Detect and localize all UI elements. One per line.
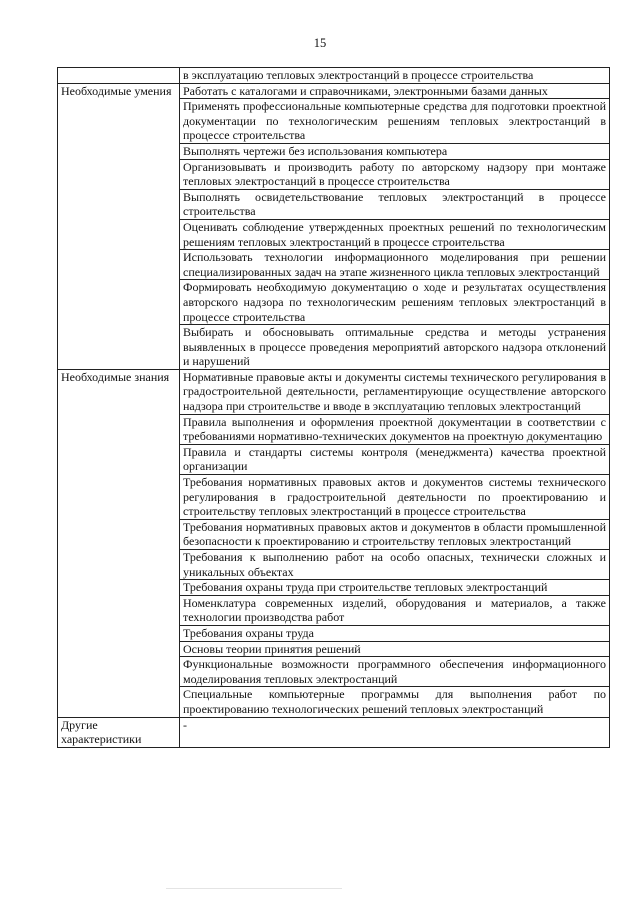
table-cell: Выполнять чертежи без использования компьютера	[180, 143, 610, 159]
table-cell: Оценивать соблюдение утвержденных проектных решений по технологическим решениям тепловых электростанций в процессе строительства	[180, 219, 610, 249]
section-label-continued	[58, 68, 180, 84]
table-row	[58, 717, 610, 747]
table-cell: Требования нормативных правовых актов и документов в области промышленной безопасности к проектированию и строительству тепловых электростанций	[180, 519, 610, 549]
table-cell: Формировать необходимую документацию о ходе и результатах осуществления авторского надзора по технологическим решениям тепловых электростанций в процессе строительства	[180, 280, 610, 325]
table-cell: Функциональные возможности программного обеспечения информационного моделирования тепловых электростанций	[180, 657, 610, 687]
table-cell: Требования охраны труда	[180, 625, 610, 641]
table-cell: Выполнять освидетельствование тепловых электростанций в процессе строительства	[180, 189, 610, 219]
table-cell: Выбирать и обосновывать оптимальные средства и методы устранения выявленных в процессе проведения мероприятий авторского надзора отклонений и нарушений	[180, 325, 610, 370]
requirements-table	[57, 67, 610, 748]
table-row	[58, 68, 610, 84]
table-cell: Основы теории принятия решений	[180, 641, 610, 657]
table-cell: Требования охраны труда при строительстве тепловых электростанций	[180, 580, 610, 596]
table-cell: Организовывать и производить работу по авторскому надзору при монтаже тепловых электростанций в процессе строительства	[180, 159, 610, 189]
table-cell: Работать с каталогами и справочниками, электронными базами данных	[180, 83, 610, 99]
table-row	[58, 83, 610, 99]
table-cell: в эксплуатацию тепловых электростанций в процессе строительства	[180, 68, 610, 84]
table-cell: Применять профессиональные компьютерные средства для подготовки проектной документации по технологическим решениям тепловых электростанций в процессе строительства	[180, 99, 610, 144]
table-cell: Использовать технологии информационного моделирования при решении специализированных задач на этапе жизненного цикла тепловых электростанций	[180, 250, 610, 280]
table-cell: Номенклатура современных изделий, оборудования и материалов, а также технологии производства работ	[180, 595, 610, 625]
table-cell: Нормативные правовые акты и документы системы технического регулирования в градостроительной деятельности, регламентирующие осуществление авторского надзора при строительстве и вводе в эксплуатацию тепловых электростанций	[180, 369, 610, 414]
table-cell: Специальные компьютерные программы для выполнения работ по проектированию технологических решений тепловых электростанций	[180, 687, 610, 717]
section-label-knowledge: Необходимые знания	[58, 369, 180, 717]
scan-artifact-line	[166, 888, 342, 889]
table-row	[58, 369, 610, 414]
table-cell: Правила и стандарты системы контроля (менеджмента) качества проектной организации	[180, 444, 610, 474]
table-cell: Правила выполнения и оформления проектной документации в соответствии с требованиями нормативно-технических документов на проектную документацию	[180, 414, 610, 444]
section-label-other: Другие характеристики	[58, 717, 180, 747]
table-cell: Требования нормативных правовых актов и документов системы технического регулирования в градостроительной деятельности по проектированию и строительству тепловых электростанций в процессе строительства	[180, 475, 610, 520]
section-label-skills: Необходимые умения	[58, 83, 180, 369]
page-number: 15	[313, 36, 327, 50]
table-cell: -	[180, 717, 610, 747]
table-cell: Требования к выполнению работ на особо опасных, технически сложных и уникальных объектах	[180, 550, 610, 580]
